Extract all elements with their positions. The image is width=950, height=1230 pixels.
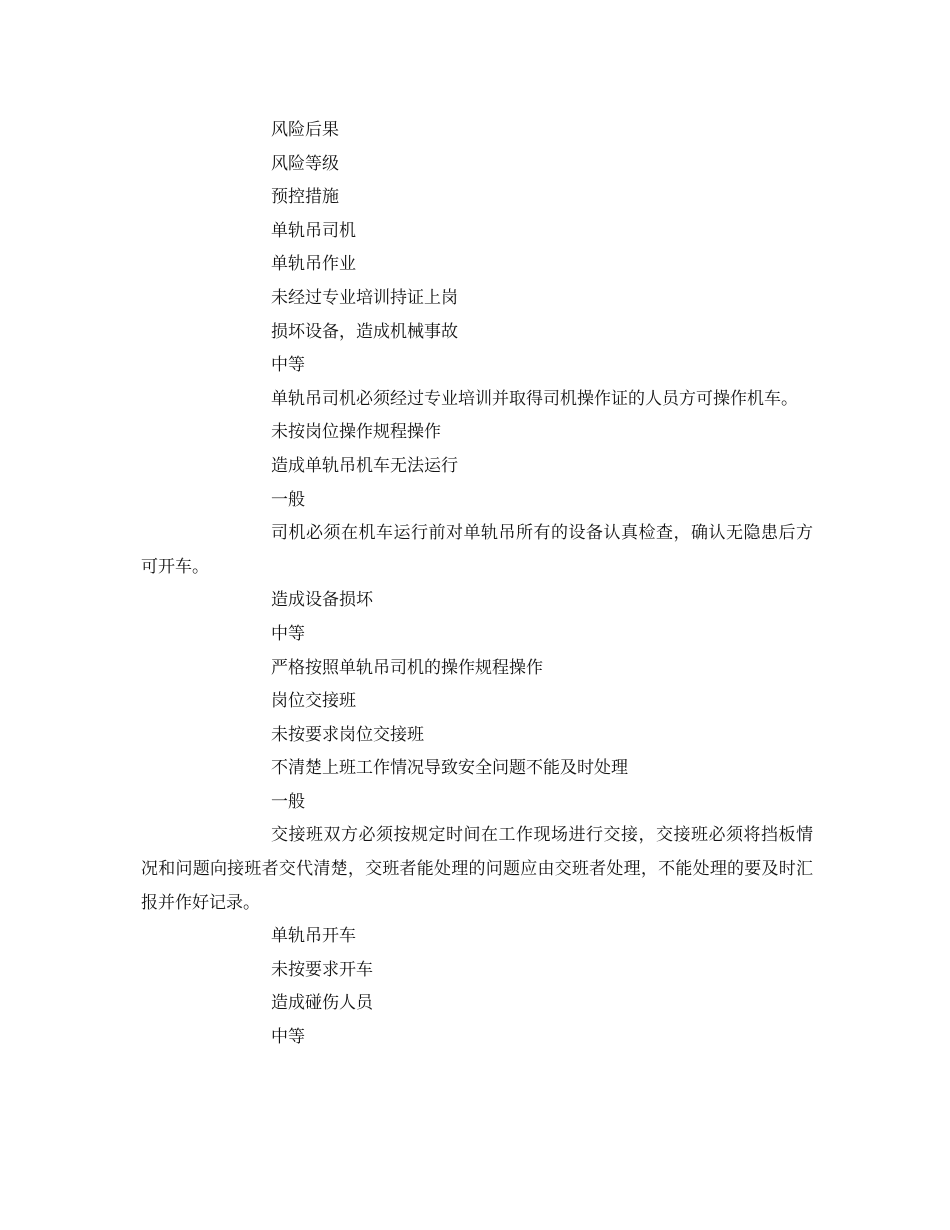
paragraph: 预控措施 [271, 187, 339, 208]
paragraph: 损坏设备，造成机械事故 [271, 321, 458, 342]
paragraph: 造成设备损坏 [271, 590, 373, 611]
paragraph: 一般 [271, 489, 305, 510]
paragraph: 未按要求岗位交接班 [271, 724, 424, 745]
paragraph: 严格按照单轨吊司机的操作规程操作 [271, 657, 543, 678]
paragraph: 交接班双方必须按规定时间在工作现场进行交接，交接班必须将挡板情况和问题向接班者交代清楚，交班者能处理的问题应由交班者处理，不能处理的要及时汇报并作好记录。 [141, 825, 813, 913]
paragraph: 单轨吊作业 [271, 254, 356, 275]
paragraph: 中等 [271, 1027, 305, 1048]
document-body [141, 114, 813, 1055]
paragraph: 岗位交接班 [271, 691, 356, 712]
paragraph: 未按要求开车 [271, 959, 373, 980]
paragraph: 一般 [271, 791, 305, 812]
paragraph: 造成单轨吊机车无法运行 [271, 455, 458, 476]
paragraph: 中等 [271, 623, 305, 644]
paragraph: 造成碰伤人员 [271, 993, 373, 1014]
paragraph: 单轨吊司机 [271, 220, 356, 241]
paragraph: 单轨吊司机必须经过专业培训并取得司机操作证的人员方可操作机车。 [271, 388, 798, 409]
paragraph: 不清楚上班工作情况导致安全问题不能及时处理 [271, 758, 628, 779]
paragraph: 未按岗位操作规程操作 [271, 422, 441, 443]
paragraph: 中等 [271, 355, 305, 376]
paragraph: 司机必须在机车运行前对单轨吊所有的设备认真检查，确认无隐患后方可开车。 [141, 523, 813, 577]
paragraph: 单轨吊开车 [271, 926, 356, 947]
paragraph: 风险等级 [271, 153, 339, 174]
paragraph: 风险后果 [271, 120, 339, 140]
paragraph: 未经过专业培训持证上岗 [271, 287, 458, 308]
